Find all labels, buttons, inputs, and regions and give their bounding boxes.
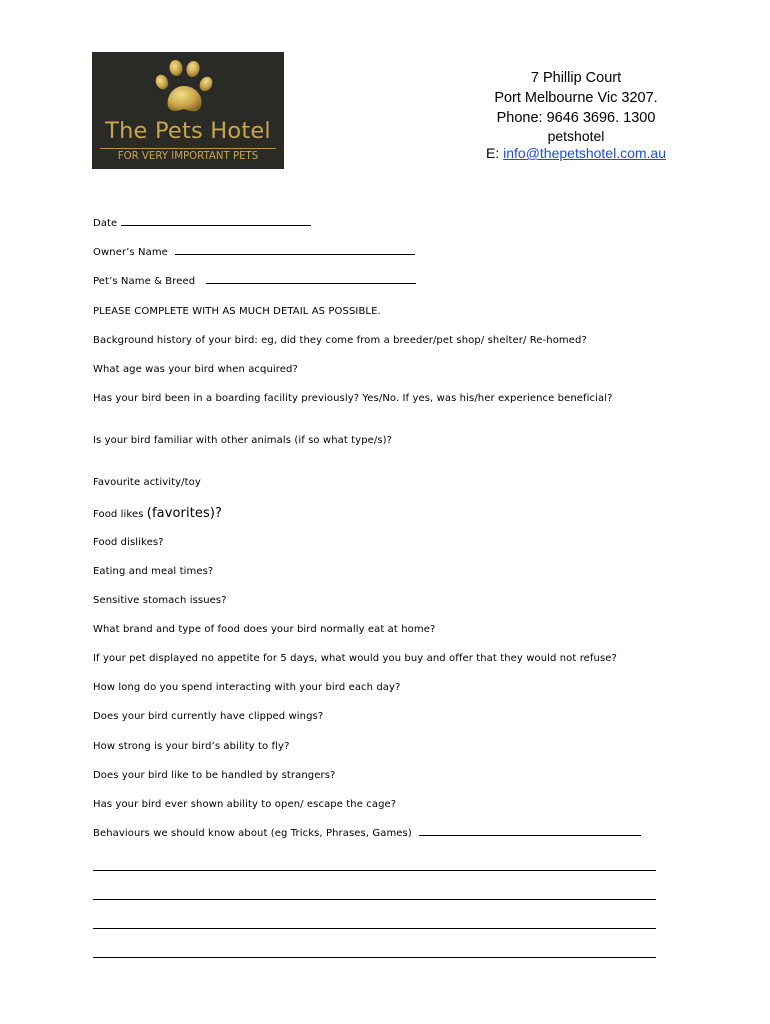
- question-food-brand: What brand and type of food does your bird normally eat at home?: [93, 624, 436, 635]
- pet-name-breed-label: Pet’s Name & Breed: [93, 276, 196, 287]
- question-handled-by-strangers: Does your bird like to be handled by strangers?: [93, 770, 336, 781]
- contact-email-label: E:: [486, 145, 504, 161]
- question-boarding-history: Has your bird been in a boarding facility previously? Yes/No. If yes, was his/her experience beneficial?: [93, 393, 613, 404]
- question-food-dislikes: Food dislikes?: [93, 537, 164, 548]
- paw-print-icon: [154, 58, 214, 116]
- food-likes-label: Food likes: [93, 509, 147, 520]
- contact-suburb: Port Melbourne Vic 3207.: [494, 90, 658, 106]
- question-meal-times: Eating and meal times?: [93, 566, 214, 577]
- email-link[interactable]: info@thepetshotel.com.au: [503, 145, 666, 161]
- brand-tagline: FOR VERY IMPORTANT PETS: [117, 151, 259, 162]
- question-favourite-activity: Favourite activity/toy: [93, 477, 201, 488]
- question-sensitive-stomach: Sensitive stomach issues?: [93, 595, 227, 606]
- contact-street: 7 Phillip Court: [530, 70, 622, 86]
- question-behaviours: [93, 828, 641, 839]
- answer-line[interactable]: [93, 957, 656, 958]
- brand-name: The Pets Hotel: [105, 118, 271, 144]
- contact-email-row: [470, 145, 682, 162]
- question-other-animals: Is your bird familiar with other animals (if so what type/s)?: [93, 435, 393, 446]
- owner-name-label: Owner’s Name: [93, 247, 168, 258]
- owner-row: [93, 247, 415, 258]
- food-likes-favorites: (favorites)?: [146, 506, 223, 521]
- contact-phone: Phone: 9646 3696. 1300: [496, 110, 656, 126]
- date-field[interactable]: [121, 224, 311, 226]
- pet-name-breed-field[interactable]: [206, 282, 416, 284]
- answer-line[interactable]: [93, 899, 656, 900]
- question-clipped-wings: Does your bird currently have clipped wings?: [93, 711, 324, 722]
- owner-name-field[interactable]: [175, 253, 415, 255]
- question-escape-cage: Has your bird ever shown ability to open/ escape the cage?: [93, 799, 397, 810]
- question-flight-ability: How strong is your bird’s ability to fly?: [93, 741, 290, 752]
- question-food-likes: [93, 506, 222, 521]
- question-no-appetite: If your pet displayed no appetite for 5 days, what would you buy and offer that they would not refuse?: [93, 653, 617, 664]
- contact-phone-word: petshotel: [547, 128, 605, 144]
- logo: [92, 52, 284, 169]
- logo-divider: [100, 148, 276, 149]
- question-background-history: Background history of your bird: eg, did they come from a breeder/pet shop/ shelter/ Re-homed?: [93, 335, 587, 346]
- contact-block: [470, 68, 682, 162]
- pet-row: [93, 276, 416, 287]
- behaviours-field[interactable]: [419, 834, 641, 836]
- instruction-text: PLEASE COMPLETE WITH AS MUCH DETAIL AS POSSIBLE.: [93, 306, 381, 317]
- answer-line[interactable]: [93, 870, 656, 871]
- answer-line[interactable]: [93, 928, 656, 929]
- question-age-acquired: What age was your bird when acquired?: [93, 364, 298, 375]
- question-interaction-time: How long do you spend interacting with your bird each day?: [93, 682, 401, 693]
- date-row: [93, 218, 311, 229]
- date-label: Date: [93, 218, 118, 229]
- behaviours-label: Behaviours we should know about (eg Tricks, Phrases, Games): [93, 828, 412, 839]
